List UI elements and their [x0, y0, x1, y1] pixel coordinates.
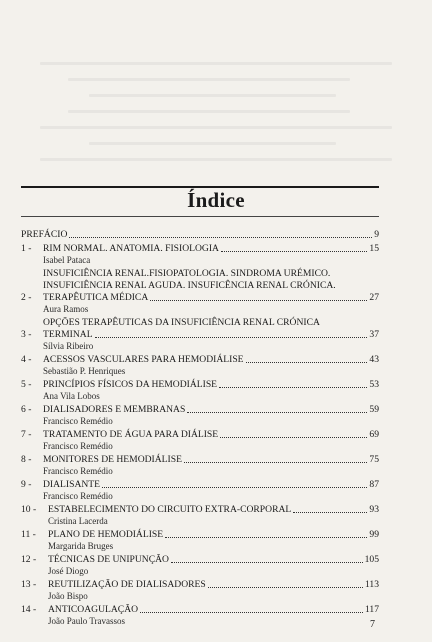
toc-author: Francisco Remédio	[43, 441, 113, 451]
toc-entry-title: REUTILIZAÇÃO DE DIALISADORES	[48, 579, 206, 590]
toc-entry-title: TERAPÊUTICA MÉDICA	[43, 292, 149, 303]
toc-entry-title: MONITORES DE HEMODIÁLISE	[43, 454, 182, 465]
toc-author: José Diogo	[48, 566, 89, 576]
toc-chapter-number: 3 -	[21, 329, 32, 340]
toc-entry[interactable]	[21, 504, 379, 527]
toc-entry-title: TERMINAL	[43, 329, 93, 340]
bleed-through-text	[40, 62, 392, 172]
toc-page-number: 43	[369, 354, 379, 365]
table-of-contents	[21, 229, 379, 629]
toc-page-number: 105	[364, 554, 379, 565]
toc-chapter-number: 6 -	[21, 404, 32, 415]
leader-dots	[171, 562, 363, 563]
toc-entry-title: TRATAMENTO DE ÁGUA PARA DIÁLISE	[43, 429, 219, 440]
toc-entry-title: PLANO DE HEMODIÁLISE	[48, 529, 164, 540]
toc-author: Sebastião P. Henriques	[43, 366, 126, 376]
toc-entry[interactable]	[21, 454, 379, 477]
toc-page-number: 27	[369, 292, 379, 303]
toc-page-number: 37	[369, 329, 379, 340]
toc-page-number: 69	[369, 429, 379, 440]
leader-dots	[293, 512, 367, 513]
toc-page-number: 9	[374, 229, 379, 240]
leader-dots	[220, 437, 367, 438]
toc-page-number: 15	[369, 243, 379, 254]
toc-author: Francisco Remédio	[43, 416, 113, 426]
toc-author: Francisco Remédio	[43, 466, 113, 476]
toc-author: Ana Vila Lobos	[43, 391, 100, 401]
toc-chapter-number: 12 -	[21, 554, 37, 565]
toc-author: João Bispo	[48, 591, 88, 601]
toc-entry[interactable]	[21, 604, 379, 627]
toc-chapter-number: 4 -	[21, 354, 32, 365]
toc-chapter-number: 8 -	[21, 454, 32, 465]
toc-entry[interactable]	[21, 317, 379, 352]
leader-dots	[219, 387, 367, 388]
leader-dots	[95, 337, 368, 338]
toc-author: Sílvia Ribeiro	[43, 341, 94, 351]
toc-entry-title: ACESSOS VASCULARES PARA HEMODIÁLISE	[43, 354, 244, 365]
toc-page-number: 113	[364, 579, 379, 590]
toc-entry-title: ANTICOAGULAÇÃO	[48, 604, 139, 615]
toc-chapter-number: 2 -	[21, 292, 32, 303]
toc-page-number: 75	[369, 454, 379, 465]
toc-entry[interactable]	[21, 429, 379, 452]
toc-entry[interactable]	[21, 379, 379, 402]
toc-author: João Paulo Travassos	[48, 616, 126, 626]
toc-entry-preface[interactable]	[21, 229, 379, 241]
leader-dots	[140, 612, 363, 613]
toc-chapter-number: 5 -	[21, 379, 32, 390]
toc-author: Isabel Pataca	[43, 255, 91, 265]
toc-author: Francisco Remédio	[43, 491, 113, 501]
toc-chapter-number: 10 -	[21, 504, 37, 515]
toc-entry[interactable]	[21, 243, 379, 266]
toc-entry[interactable]	[21, 268, 379, 315]
leader-dots	[246, 362, 368, 363]
toc-entry-title: RIM NORMAL. ANATOMIA. FISIOLOGIA	[43, 243, 219, 254]
toc-author: Cristina Lacerda	[48, 516, 108, 526]
toc-entry[interactable]	[21, 354, 379, 377]
page-number: 7	[370, 619, 375, 630]
toc-page-number: 87	[369, 479, 379, 490]
toc-entry-title: TÉCNICAS DE UNIPUNÇÃO	[48, 554, 169, 565]
toc-author: Margarida Bruges	[48, 541, 114, 551]
toc-entry-title: PREFÁCIO	[21, 229, 68, 240]
toc-chapter-number: 11 -	[21, 529, 36, 540]
toc-entry-title: ESTABELECIMENTO DO CIRCUITO EXTRA-CORPORAL	[48, 504, 292, 515]
toc-entry[interactable]	[21, 554, 379, 577]
toc-page-number: 93	[369, 504, 379, 515]
toc-entry-title: INSUFICIÊNCIA RENAL.FISIOPATOLOGIA. SINDROMA URÉMICO.	[43, 268, 331, 279]
leader-dots	[221, 251, 367, 252]
toc-entry-title: DIALISANTE	[43, 479, 101, 490]
leader-dots	[165, 537, 367, 538]
leader-dots	[102, 487, 367, 488]
toc-page-number: 53	[369, 379, 379, 390]
toc-entry-title: OPÇÕES TERAPÊUTICAS DA INSUFICIÊNCIA RENAL CRÓNICA	[43, 317, 320, 328]
leader-dots	[187, 412, 367, 413]
toc-entry-title: PRINCÍPIOS FÍSICOS DA HEMODIÁLISE	[43, 379, 218, 390]
toc-entry[interactable]	[21, 529, 379, 552]
toc-entry[interactable]	[21, 479, 379, 502]
toc-entry[interactable]	[21, 404, 379, 427]
heading-rule-bottom	[21, 216, 379, 217]
toc-page-number: 99	[369, 529, 379, 540]
toc-chapter-number: 9 -	[21, 479, 32, 490]
toc-page-number: 59	[369, 404, 379, 415]
toc-entry-list	[21, 243, 379, 627]
toc-chapter-number: 7 -	[21, 429, 32, 440]
toc-entry-title: DIALISADORES E MEMBRANAS	[43, 404, 186, 415]
toc-author: Aura Ramos	[43, 304, 89, 314]
toc-chapter-number: 14 -	[21, 604, 37, 615]
toc-chapter-number: 1 -	[21, 243, 32, 254]
toc-entry-title: INSUFICIÊNCIA RENAL AGUDA. INSUFICÊNCIA RENAL CRÓNICA.	[43, 280, 336, 291]
leader-dots	[184, 462, 367, 463]
page-title: Índice	[187, 188, 245, 212]
toc-entry[interactable]	[21, 579, 379, 602]
leader-dots	[150, 300, 367, 301]
toc-page-number: 117	[364, 604, 379, 615]
leader-dots	[69, 237, 372, 238]
leader-dots	[208, 587, 363, 588]
toc-chapter-number: 13 -	[21, 579, 37, 590]
